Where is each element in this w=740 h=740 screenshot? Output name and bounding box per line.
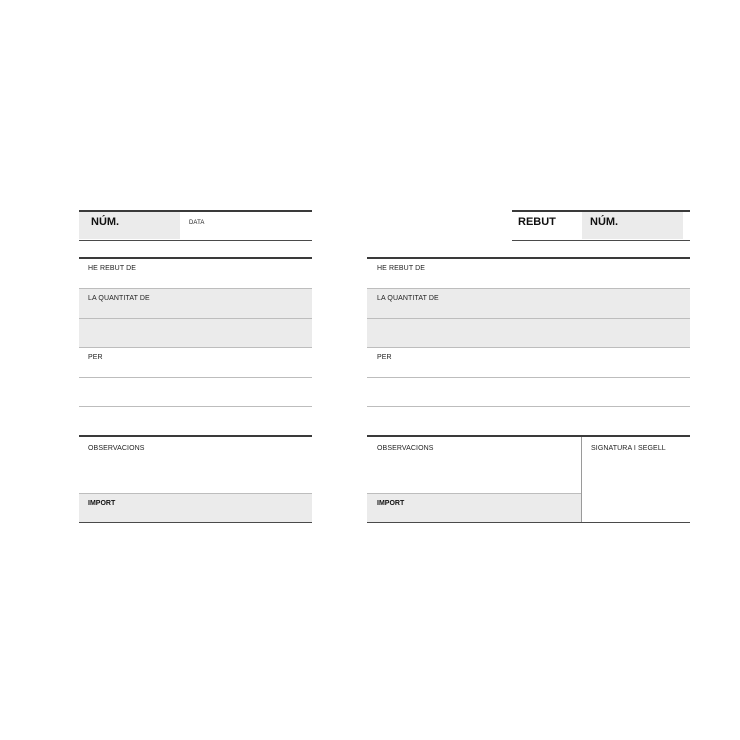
counterfoil-for-label: PER: [88, 354, 103, 361]
counterfoil-row-rule: [79, 318, 312, 319]
counterfoil-row-rule: [79, 377, 312, 378]
counterfoil-observations-label: OBSERVACIONS: [88, 445, 145, 452]
counterfoil-num-label: NÚM.: [91, 216, 120, 228]
counterfoil-total-label: IMPORT: [88, 500, 116, 507]
receipt-row-rule: [367, 406, 690, 407]
counterfoil-total-field[interactable]: [79, 494, 312, 522]
counterfoil-footer-top-rule: [79, 435, 312, 437]
counterfoil-received-from-label: HE REBUT DE: [88, 265, 137, 272]
receipt-body-top-rule: [367, 257, 690, 259]
receipt-num-label: NÚM.: [590, 216, 619, 228]
receipt-received-from-label: HE REBUT DE: [377, 265, 426, 272]
counterfoil-amount-label: LA QUANTITAT DE: [88, 295, 150, 302]
receipt-row-rule: [367, 318, 690, 319]
receipt-observations-label: OBSERVACIONS: [377, 445, 434, 452]
receipt-for-label: PER: [377, 354, 392, 361]
receipt-amount-label: LA QUANTITAT DE: [377, 295, 439, 302]
receipt-total-field[interactable]: [367, 494, 581, 522]
counterfoil-date-label: DATA: [189, 220, 205, 226]
receipt-row-rule: [367, 347, 690, 348]
counterfoil-body-top-rule: [79, 257, 312, 259]
receipt-signature-field[interactable]: [582, 437, 690, 522]
receipt-signature-label: SIGNATURA I SEGELL: [591, 445, 666, 452]
counterfoil-row-rule: [79, 347, 312, 348]
receipt-row-rule: [367, 377, 690, 378]
receipt-total-label: IMPORT: [377, 500, 405, 507]
counterfoil-row-rule: [79, 406, 312, 407]
counterfoil-header-rule: [79, 240, 312, 241]
receipt-title: REBUT: [518, 216, 556, 228]
receipt-bottom-rule: [367, 522, 690, 523]
receipt-header-rule: [512, 240, 690, 241]
counterfoil-bottom-rule: [79, 522, 312, 523]
